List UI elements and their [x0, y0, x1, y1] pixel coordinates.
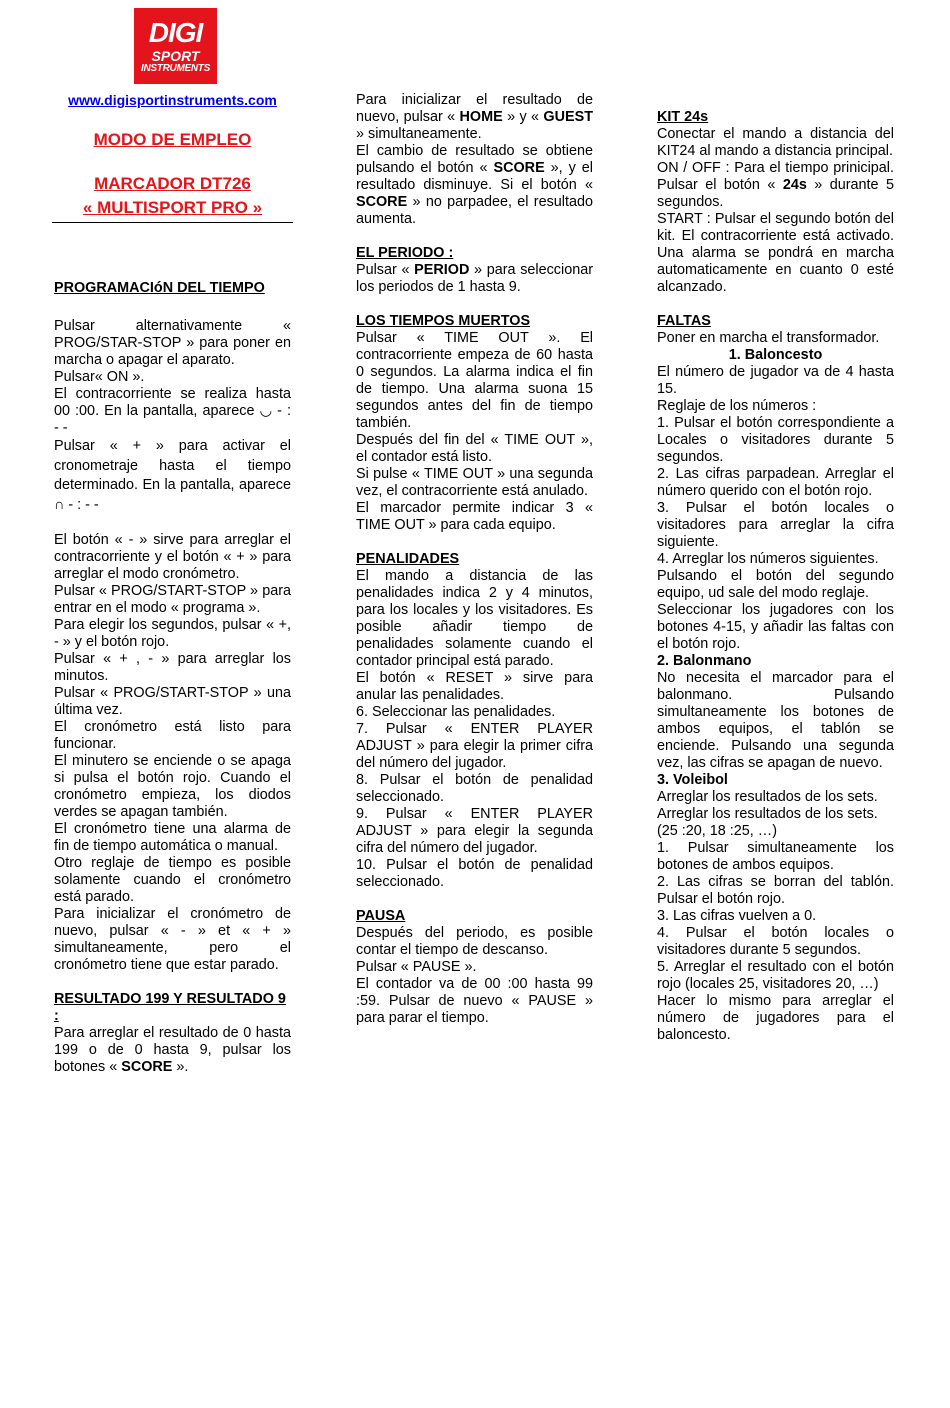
section-heading-kit24s: KIT 24s: [657, 109, 709, 125]
paragraph: Arreglar los resultados de los sets.: [657, 806, 878, 822]
paragraph: Seleccionar los jugadores con los botones 4-15, y añadir las faltas con el botón rojo.: [657, 602, 894, 652]
paragraph: El minutero se enciende o se apaga si pulsa el botón rojo. Cuando el cronómetro empieza, los diodos verdes se apagan también.: [54, 753, 291, 820]
section-heading-faltas: FALTAS: [657, 313, 711, 329]
paragraph: Pulsar alternativamente « PROG/STAR-STOP » para poner en marcha o apagar el aparato.: [54, 318, 291, 368]
paragraph: Para arreglar el resultado de 0 hasta 199 o de 0 hasta 9, pulsar los botones « SCORE ».: [54, 1025, 291, 1075]
paragraph: El contracorriente se realiza hasta 00 :00. En la pantalla, aparece ◡ - : - -: [54, 386, 291, 436]
paragraph: Otro reglaje de tiempo es posible solamente cuando el cronómetro está parado.: [54, 855, 291, 905]
section-heading-resultado: RESULTADO 199 Y RESULTADO 9 :: [54, 991, 286, 1024]
paragraph: El cronómetro está listo para funcionar.: [54, 719, 291, 752]
header-divider: [52, 222, 293, 223]
paragraph: Pulsar « TIME OUT ». El contracorriente empeza de 60 hasta 0 segundos. La alarma indica el fin de tiempo. Una alarma suona 15 segundos antes del fin de tiempo también.: [356, 330, 593, 431]
paragraph: El contador va de 00 :00 hasta 99 :59. Pulsar de nuevo « PAUSE » para parar el tiempo.: [356, 976, 593, 1026]
doc-title: MODO DE EMPLEO: [93, 130, 252, 149]
paragraph: Hacer lo mismo para arreglar el número de jugadores para el baloncesto.: [657, 993, 894, 1043]
paragraph: Pulsar « PERIOD » para seleccionar los periodos de 1 hasta 9.: [356, 262, 594, 295]
paragraph: Pulsar « PROG/START-STOP » para entrar en el modo « programa ».: [54, 583, 291, 616]
subheading-balonmano: 2. Balonmano: [657, 653, 752, 669]
paragraph: 2. Las cifras se borran del tablón. Pulsar el botón rojo.: [657, 874, 894, 907]
paragraph: Después del fin del « TIME OUT », el contador está listo.: [356, 432, 593, 465]
paragraph: 1. Pulsar simultaneamente los botones de ambos equipos.: [657, 840, 894, 873]
paragraph: 8. Pulsar el botón de penalidad seleccionado.: [356, 772, 593, 805]
paragraph: ON / OFF : Para el tiempo prinicipal. Pulsar el botón « 24s » durante 5 segundos.: [657, 160, 894, 210]
section-heading-programacion: PROGRAMACIóN DEL TIEMPO: [54, 280, 265, 296]
paragraph: El cronómetro tiene una alarma de fin de tiempo automática o manual.: [54, 821, 291, 854]
paragraph: 4. Pulsar el botón locales o visitadores durante 5 segundos.: [657, 925, 894, 958]
column-2: [356, 92, 593, 1027]
paragraph: Arreglar los resultados de los sets.: [657, 789, 878, 805]
paragraph: El marcador permite indicar 3 « TIME OUT » para cada equipo.: [356, 500, 593, 533]
paragraph: Pulsar « PAUSE ».: [356, 959, 477, 975]
paragraph: 3. Las cifras vuelven a 0.: [657, 908, 817, 924]
paragraph: Después del periodo, es posible contar el tiempo de descanso.: [356, 925, 593, 958]
logo-line3: INSTRUMENTS: [141, 62, 210, 74]
paragraph: 6. Seleccionar las penalidades.: [356, 704, 556, 720]
paragraph: 10. Pulsar el botón de penalidad seleccionado.: [356, 857, 593, 890]
paragraph: Pulsar « PROG/START-STOP » una última vez.: [54, 685, 291, 718]
logo-line1: DIGI: [148, 16, 203, 48]
website-link[interactable]: www.digisportinstruments.com: [68, 92, 277, 108]
subheading-voleibol: 3. Voleibol: [657, 772, 728, 788]
section-heading-penalidades: PENALIDADES: [356, 551, 460, 567]
paragraph: El número de jugador va de 4 hasta 15.: [657, 364, 894, 397]
paragraph: Para inicializar el resultado de nuevo, pulsar « HOME » y « GUEST » simultaneamente.: [356, 92, 593, 142]
section-heading-pausa: PAUSA: [356, 908, 406, 924]
logo-line2: SPORT: [151, 47, 200, 64]
product-title: MARCADOR DT726: [94, 174, 251, 193]
paragraph: Para inicializar el cronómetro de nuevo, pulsar « - » et « + » simultaneamente, pero el cronómetro tiene que estar parado.: [54, 906, 291, 973]
paragraph: Pulsando el botón del segundo equipo, ud sale del modo reglaje.: [657, 568, 894, 601]
paragraph: Pulsar « + , - » para arreglar los minutos.: [54, 651, 291, 684]
paragraph: Si pulse « TIME OUT » una segunda vez, el contracorriente está anulado.: [356, 466, 593, 499]
paragraph: El mando a distancia de las penalidades indica 2 y 4 minutos, para los locales y los visitadores. Es posible añadir tiempo de penalidades solamente cuando el contador principal está parado.: [356, 568, 593, 669]
paragraph: El botón « RESET » sirve para anular las penalidades.: [356, 670, 593, 703]
paragraph: No necesita el marcador para el balonmano. Pulsando simultaneamente los botones de ambos equipos, el tablón se enciende. Pulsando una segunda vez, las cifras se apagan de nuevo.: [657, 670, 894, 771]
paragraph: 3. Pulsar el botón locales o visitadores para arreglar la cifra siguiente.: [657, 500, 894, 550]
paragraph: Poner en marcha el transformador.: [657, 330, 880, 346]
paragraph: Pulsar « + » para activar el cronometraje hasta el tiempo determinado. En la pantalla, aparece ∩ - : - -: [54, 438, 291, 513]
paragraph: START : Pulsar el segundo botón del kit. El contracorriente está activado. Una alarma se pondrá en marcha automaticamente en cuanto 0 esté alcanzado.: [657, 211, 894, 295]
paragraph: Para elegir los segundos, pulsar « +, - » y el botón rojo.: [54, 617, 291, 650]
paragraph: 1. Pulsar el botón correspondiente a Locales o visitadores durante 5 segundos.: [657, 415, 894, 465]
subheading-baloncesto: 1. Baloncesto: [728, 347, 823, 363]
section-heading-periodo: EL PERIODO :: [356, 245, 454, 261]
digisport-logo: [134, 8, 217, 84]
column-1: [54, 280, 291, 1076]
paragraph: El botón « - » sirve para arreglar el contracorriente y el botón « + » para arreglar el modo cronómetro.: [54, 532, 291, 582]
section-heading-tiempos-muertos: LOS TIEMPOS MUERTOS: [356, 313, 531, 329]
paragraph: 2. Las cifras parpadean. Arreglar el número querido con el botón rojo.: [657, 466, 894, 499]
paragraph: Pulsar« ON ».: [54, 369, 145, 385]
paragraph: 4. Arreglar los números siguientes.: [657, 551, 879, 567]
paragraph: 9. Pulsar « ENTER PLAYER ADJUST » para elegir la segunda cifra del número del jugador.: [356, 806, 593, 856]
paragraph: Reglaje de los números :: [657, 398, 817, 414]
paragraph: 7. Pulsar « ENTER PLAYER ADJUST » para elegir la primer cifra del número del jugador.: [356, 721, 593, 771]
paragraph: Conectar el mando a distancia del KIT24 al mando a distancia principal.: [657, 126, 894, 159]
paragraph: El cambio de resultado se obtiene pulsando el botón « SCORE », y el resultado disminuye. Si el botón « SCORE » no parpadee, el resultado aumenta.: [356, 143, 593, 227]
paragraph: 5. Arreglar el resultado con el botón rojo (locales 25, visitadores 20, …): [657, 959, 894, 992]
column-3: [657, 109, 894, 1044]
product-subtitle: « MULTISPORT PRO »: [82, 198, 263, 217]
paragraph: (25 :20, 18 :25, …): [657, 823, 777, 839]
